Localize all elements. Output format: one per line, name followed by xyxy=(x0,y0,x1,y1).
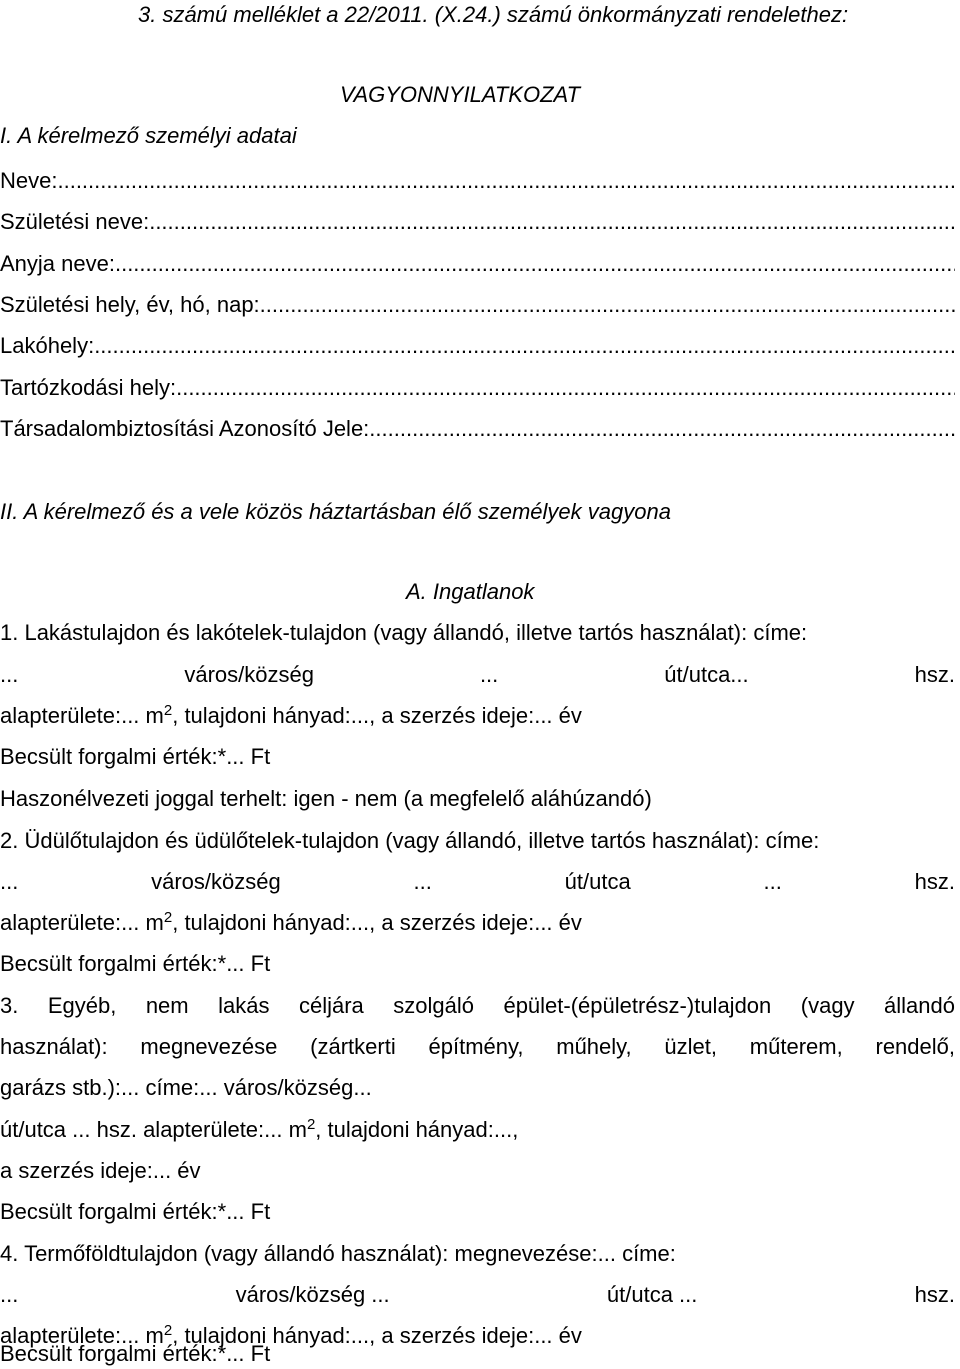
item-4-market-value[interactable]: Becsült forgalmi érték:*... Ft xyxy=(0,1341,271,1366)
item-1-area-line[interactable]: alapterülete:... $m^2$, tulajdoni hányad:..., a szerzés ideje:... év xyxy=(0,702,582,728)
field-birth-name[interactable]: Születési neve: ..... xyxy=(0,207,955,237)
field-name[interactable]: Neve: ..... xyxy=(0,166,955,196)
item-1-usufruct[interactable]: Haszonélvezeti joggal terhelt: igen - nem (a megfelelő aláhúzandó) xyxy=(0,786,652,811)
item-4-title: 4. Termőföldtulajdon (vagy állandó használat): megnevezése:... címe: xyxy=(0,1241,676,1266)
item-3-acquisition-line[interactable]: a szerzés ideje:... év xyxy=(0,1158,201,1183)
item-3-line-1: 3. Egyéb, nem lakás céljára szolgáló épület-(épületrész-)tulajdon (vagy állandó xyxy=(0,993,955,1018)
item-2-title: 2. Üdülőtulajdon és üdülőtelek-tulajdon (vagy állandó, illetve tartós használat): címe: xyxy=(0,828,820,853)
field-birth-place-date[interactable]: Születési hely, év, hó, nap: ..... xyxy=(0,290,955,320)
field-social-security-id[interactable]: Társadalombiztosítási Azonosító Jele: ..... xyxy=(0,414,955,444)
item-2-area-line[interactable]: alapterülete:... $m^2$, tulajdoni hányad:..., a szerzés ideje:... év xyxy=(0,909,582,935)
annex-reference: 3. számú melléklet a 22/2011. (X.24.) számú önkormányzati rendelethez: xyxy=(138,2,849,27)
document-title: VAGYONNYILATKOZAT xyxy=(340,82,581,107)
item-2-market-value[interactable]: Becsült forgalmi érték:*... Ft xyxy=(0,951,271,976)
item-4-area-line[interactable]: alapterülete:... $m^2$, tulajdoni hányad:..., a szerzés ideje:... év xyxy=(0,1322,582,1348)
subsection-a-heading: A. Ingatlanok xyxy=(406,579,535,604)
field-temporary-residence[interactable]: Tartózkodási hely: ..... xyxy=(0,373,955,403)
field-residence[interactable]: Lakóhely: ..... xyxy=(0,331,955,361)
item-4-address-line[interactable]: ... város/község ... út/utca ... hsz. xyxy=(0,1282,955,1307)
section-2-heading: II. A kérelmező és a vele közös háztartásban élő személyek vagyona xyxy=(0,499,671,524)
section-1-heading: I. A kérelmező személyi adatai xyxy=(0,123,297,148)
field-mother-name[interactable]: Anyja neve: ..... xyxy=(0,249,955,279)
item-3-line-3[interactable]: garázs stb.):... címe:... város/község... xyxy=(0,1075,372,1100)
item-1-market-value[interactable]: Becsült forgalmi érték:*... Ft xyxy=(0,744,271,769)
item-3-area-line[interactable]: út/utca ... hsz. alapterülete:... $m^2$, tulajdoni hányad:..., xyxy=(0,1116,519,1142)
item-1-address-line[interactable]: ... város/község ... út/utca... hsz. xyxy=(0,662,955,687)
item-1-title: 1. Lakástulajdon és lakótelek-tulajdon (vagy állandó, illetve tartós használat): címe: xyxy=(0,620,808,645)
item-3-market-value[interactable]: Becsült forgalmi érték:*... Ft xyxy=(0,1199,271,1224)
item-2-address-line[interactable]: ... város/község ... út/utca ... hsz. xyxy=(0,869,955,894)
item-3-line-2: használat): megnevezése (zártkerti építmény, műhely, üzlet, műterem, rendelő, xyxy=(0,1034,955,1059)
